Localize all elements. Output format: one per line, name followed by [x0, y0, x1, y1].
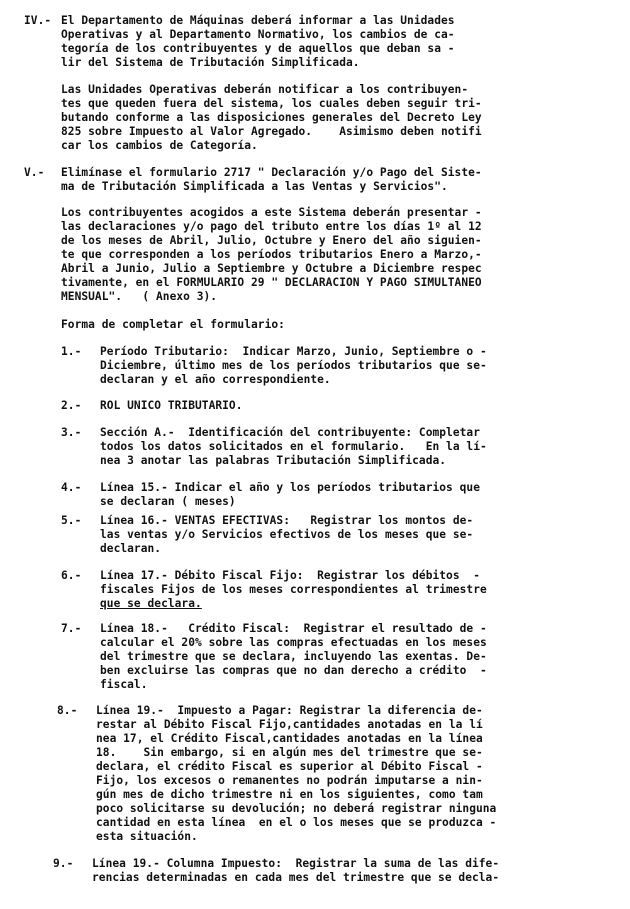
item-number-9: 9.- [53, 857, 74, 870]
text-line: Los contribuyentes acogidos a este Sistema deberán presentar - [61, 206, 482, 219]
text-line: El Departamento de Máquinas deberá informar a las Unidades [61, 14, 455, 27]
section-marker-v: V.- [24, 166, 45, 179]
text-line: gún mes de dicho trimestre ni en los siguientes, como tam [96, 788, 483, 801]
text-line: se declaran ( meses) [100, 495, 236, 508]
text-line-underlined: que se declara. [100, 597, 202, 610]
text-line: Diciembre, último mes de los períodos tributarios que se- [100, 359, 487, 372]
item-number-8: 8.- [57, 704, 78, 717]
text-line: nea 17, el Crédito Fiscal,cantidades anotadas en la línea [96, 732, 483, 745]
text-line: poco solicitarse su devolución; no deberá registrar ninguna [96, 802, 497, 815]
text-line: Abril a Junio, Julio a Septiembre y Octubre a Diciembre respec [61, 262, 482, 275]
text-line: Línea 17.- Débito Fiscal Fijo: Registrar los débitos - [100, 569, 480, 582]
text-line: restar al Débito Fiscal Fijo,cantidades anotadas en la lí [96, 718, 483, 731]
item-number-2: 2.- [61, 399, 82, 412]
item-number-5: 5.- [61, 514, 82, 527]
text-line: tes que queden fuera del sistema, los cuales deben seguir tri- [61, 97, 482, 110]
text-line: las declaraciones y/o pago del tributo entre los días 1º al 12 [61, 220, 482, 233]
text-line: tegoría de los contribuyentes y de aquellos que deban sa - [61, 42, 455, 55]
text-line: Línea 15.- Indicar el año y los períodos tributarios que [100, 481, 480, 494]
text-line: 825 sobre Impuesto al Valor Agregado. Asimismo deben notifi [61, 125, 482, 138]
item-number-7: 7.- [61, 622, 82, 635]
text-line: Período Tributario: Indicar Marzo, Junio, Septiembre o - [100, 345, 487, 358]
item-number-1: 1.- [61, 345, 82, 358]
text-line: Sección A.- Identificación del contribuyente: Completar [100, 426, 480, 439]
text-line: Operativas y al Departamento Normativo, los cambios de ca- [61, 28, 455, 41]
text-line: lir del Sistema de Tributación Simplificada. [61, 56, 360, 69]
text-line: declaran y el año correspondiente. [100, 373, 331, 386]
text-line: Línea 16.- VENTAS EFECTIVAS: Registrar los montos de- [100, 514, 474, 527]
section-marker-iv: IV.- [24, 14, 52, 27]
subheading: Forma de completar el formulario: [61, 318, 285, 331]
text-line: te que corresponden a los períodos tributarios Enero a Marzo,- [61, 248, 482, 261]
text-line: ben excluirse las compras que no dan derecho a crédito - [100, 664, 487, 677]
text-line: tivamente, en el FORMULARIO 29 " DECLARACION Y PAGO SIMULTANEO [61, 276, 482, 289]
text-line: ma de Tributación Simplificada a las Ventas y Servicios". [61, 180, 448, 193]
text-line: nea 3 anotar las palabras Tributación Simplificada. [100, 454, 447, 467]
text-line: Fijo, los excesos o remanentes no podrán imputarse a nin- [96, 774, 483, 787]
text-line: del trimestre que se declara, incluyendo las exentas. De- [100, 650, 487, 663]
text-line: las ventas y/o Servicios efectivos de los meses que se- [100, 528, 474, 541]
text-line: esta situación. [96, 830, 198, 843]
text-line: Línea 19.- Columna Impuesto: Registrar la suma de las dife- [92, 857, 500, 870]
text-line: declaran. [100, 542, 162, 555]
text-line: fiscal. [100, 678, 148, 691]
text-line: calcular el 20% sobre las compras efectuadas en los meses [100, 636, 487, 649]
item-number-6: 6.- [61, 569, 82, 582]
text-line: Línea 18.- Crédito Fiscal: Registrar el resultado de - [100, 622, 487, 635]
text-line: car los cambios de Categoría. [61, 139, 258, 152]
text-line: Las Unidades Operativas deberán notificar a los contribuyen- [61, 83, 469, 96]
text-line: declara, el crédito Fiscal es superior al Débito Fiscal - [96, 760, 483, 773]
text-line: todos los datos solicitados en el formulario. En la lí- [100, 440, 487, 453]
text-line: Elimínase el formulario 2717 " Declaración y/o Pago del Siste- [61, 166, 482, 179]
text-line: fiscales Fijos de los meses correspondientes al trimestre [100, 583, 487, 596]
text-line: cantidad en esta línea en el o los meses que se produzca - [96, 816, 497, 829]
text-line: 18. Sin embargo, si en algún mes del trimestre que se- [96, 746, 483, 759]
item-number-4: 4.- [61, 481, 82, 494]
text-line: MENSUAL". ( Anexo 3). [61, 290, 218, 303]
text-line: rencias determinadas en cada mes del trimestre que se decla- [92, 871, 500, 884]
text-line: Línea 19.- Impuesto a Pagar: Registrar la diferencia de- [96, 704, 483, 717]
item-number-3: 3.- [61, 426, 82, 439]
text-line: butando conforme a las disposiciones generales del Decreto Ley [61, 111, 482, 124]
text-line: de los meses de Abril, Julio, Octubre y Enero del año siguien- [61, 234, 482, 247]
text-line: ROL UNICO TRIBUTARIO. [100, 399, 243, 412]
